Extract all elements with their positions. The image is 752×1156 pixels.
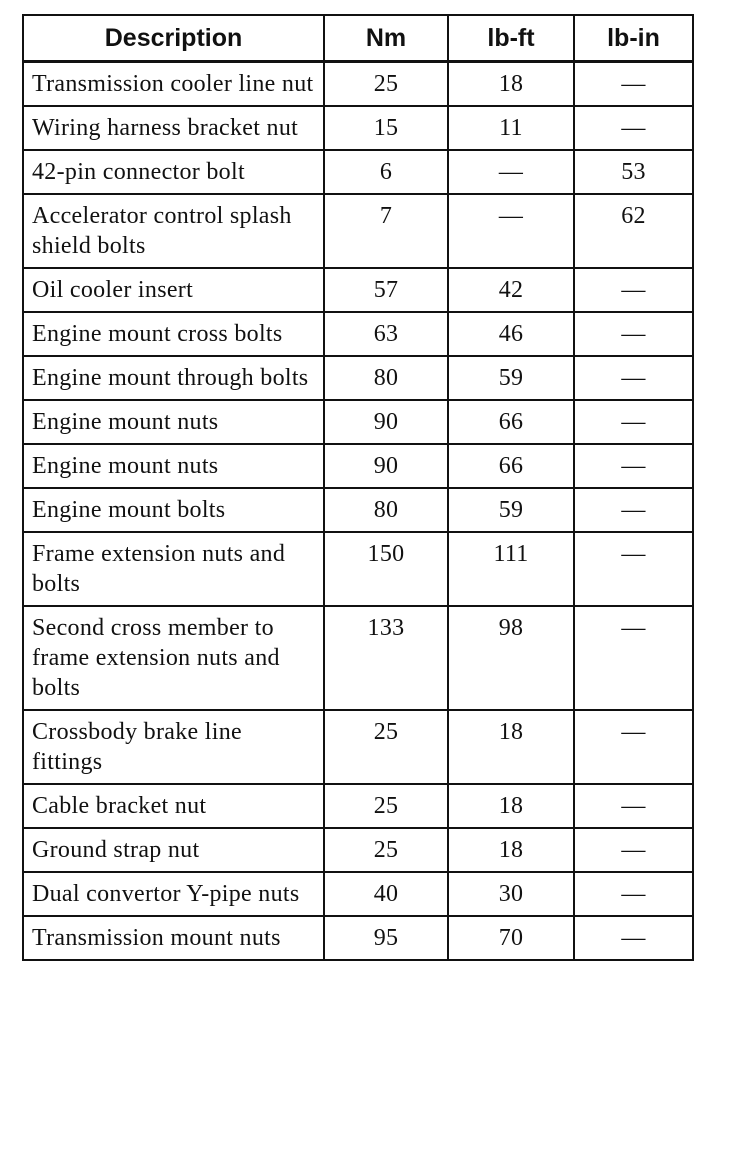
cell-lbft: 18	[448, 784, 574, 828]
table-row	[23, 268, 693, 312]
table-row	[23, 488, 693, 532]
cell-nm: 150	[324, 532, 448, 606]
table-row	[23, 356, 693, 400]
cell-description: Engine mount nuts	[23, 444, 324, 488]
cell-lbin: —	[574, 106, 693, 150]
cell-nm: 40	[324, 872, 448, 916]
cell-lbin: —	[574, 356, 693, 400]
cell-lbin: —	[574, 268, 693, 312]
table-row	[23, 106, 693, 150]
cell-description: Engine mount bolts	[23, 488, 324, 532]
cell-lbft: 70	[448, 916, 574, 960]
cell-description: Frame extension nuts and bolts	[23, 532, 324, 606]
cell-lbin: —	[574, 828, 693, 872]
torque-spec-table	[22, 14, 694, 961]
cell-lbft: 11	[448, 106, 574, 150]
cell-lbft: 111	[448, 532, 574, 606]
table-row	[23, 710, 693, 784]
cell-lbin: —	[574, 916, 693, 960]
cell-lbft: 59	[448, 356, 574, 400]
cell-lbin: —	[574, 62, 693, 107]
cell-nm: 6	[324, 150, 448, 194]
header-row	[23, 15, 693, 62]
cell-lbft: 30	[448, 872, 574, 916]
cell-description: Accelerator control splash shield bolts	[23, 194, 324, 268]
cell-lbin: —	[574, 872, 693, 916]
cell-nm: 63	[324, 312, 448, 356]
cell-lbin: 53	[574, 150, 693, 194]
cell-nm: 25	[324, 710, 448, 784]
cell-nm: 95	[324, 916, 448, 960]
table-row	[23, 150, 693, 194]
header-lbft: lb-ft	[448, 15, 574, 62]
table-row	[23, 312, 693, 356]
cell-nm: 90	[324, 444, 448, 488]
header-nm: Nm	[324, 15, 448, 62]
cell-nm: 90	[324, 400, 448, 444]
cell-description: 42-pin connector bolt	[23, 150, 324, 194]
cell-nm: 25	[324, 828, 448, 872]
cell-lbin: —	[574, 488, 693, 532]
cell-lbft: 18	[448, 710, 574, 784]
cell-nm: 80	[324, 356, 448, 400]
cell-description: Transmission mount nuts	[23, 916, 324, 960]
cell-nm: 57	[324, 268, 448, 312]
cell-lbft: 46	[448, 312, 574, 356]
cell-lbft: 66	[448, 400, 574, 444]
cell-description: Engine mount cross bolts	[23, 312, 324, 356]
header-lbin: lb-in	[574, 15, 693, 62]
cell-lbft: —	[448, 194, 574, 268]
table-row	[23, 828, 693, 872]
cell-description: Engine mount through bolts	[23, 356, 324, 400]
table-row	[23, 606, 693, 710]
cell-description: Dual convertor Y-pipe nuts	[23, 872, 324, 916]
cell-lbin: —	[574, 606, 693, 710]
cell-nm: 25	[324, 784, 448, 828]
cell-lbin: —	[574, 312, 693, 356]
cell-lbft: 18	[448, 828, 574, 872]
cell-description: Transmission cooler line nut	[23, 62, 324, 107]
cell-description: Crossbody brake line fittings	[23, 710, 324, 784]
cell-lbin: —	[574, 710, 693, 784]
cell-nm: 15	[324, 106, 448, 150]
cell-lbft: 42	[448, 268, 574, 312]
cell-description: Wiring harness bracket nut	[23, 106, 324, 150]
cell-description: Engine mount nuts	[23, 400, 324, 444]
cell-description: Cable bracket nut	[23, 784, 324, 828]
cell-lbin: 62	[574, 194, 693, 268]
table-row	[23, 194, 693, 268]
header-description: Description	[23, 15, 324, 62]
cell-lbin: —	[574, 400, 693, 444]
cell-nm: 25	[324, 62, 448, 107]
cell-description: Ground strap nut	[23, 828, 324, 872]
cell-lbin: —	[574, 444, 693, 488]
cell-nm: 7	[324, 194, 448, 268]
cell-lbft: —	[448, 150, 574, 194]
cell-description: Oil cooler insert	[23, 268, 324, 312]
table-row	[23, 916, 693, 960]
cell-lbft: 98	[448, 606, 574, 710]
cell-lbin: —	[574, 532, 693, 606]
table-row	[23, 784, 693, 828]
cell-lbft: 18	[448, 62, 574, 107]
table-row	[23, 400, 693, 444]
cell-description: Second cross member to frame extension nuts and bolts	[23, 606, 324, 710]
cell-nm: 133	[324, 606, 448, 710]
table-row	[23, 444, 693, 488]
table-row	[23, 62, 693, 107]
cell-lbft: 59	[448, 488, 574, 532]
cell-nm: 80	[324, 488, 448, 532]
table-row	[23, 872, 693, 916]
cell-lbin: —	[574, 784, 693, 828]
cell-lbft: 66	[448, 444, 574, 488]
table-row	[23, 532, 693, 606]
